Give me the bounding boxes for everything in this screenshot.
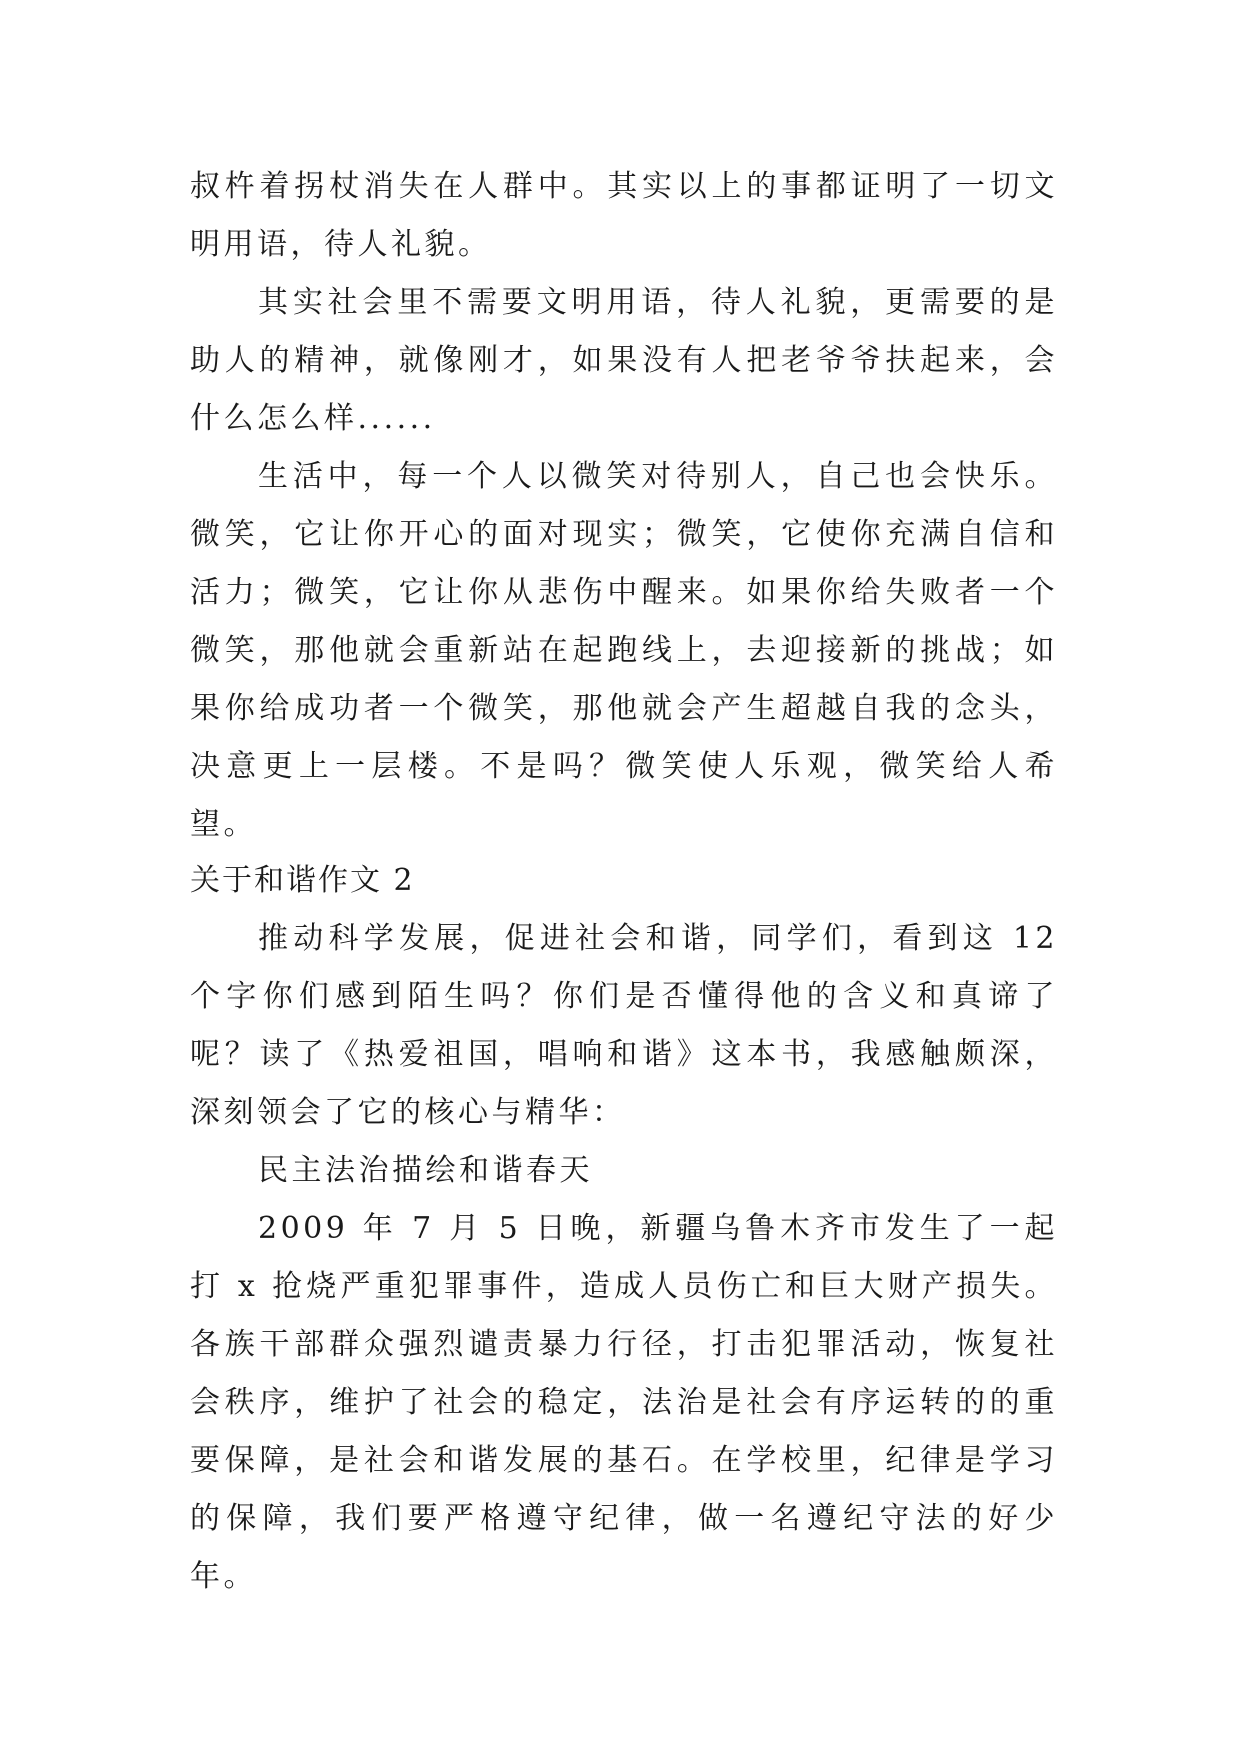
subheading-democracy-rule-of-law: 民主法治描绘和谐春天 <box>258 1153 593 1188</box>
paragraph-smile: 生活中，每一个人以微笑对待别人，自己也会快乐。微笑，它让你开心的面对现实；微笑，它使你充满自信和活力；微笑，它让你从悲伤中醒来。如果你给失败者一个微笑，那他就会重新站在起跑线上，去迎接新的挑战；如果你给成功者一个微笑，那他就会产生超越自我的念头，决意更上一层楼。不是吗？微笑使人乐观，微笑给人希望。 <box>190 459 1058 842</box>
section-heading: 关于和谐作文 2 <box>190 863 415 898</box>
paragraph-urumqi-event: 2009 年 7 月 5 日晚，新疆乌鲁木齐市发生了一起打 x 抢烧严重犯罪事件，造成人员伤亡和巨大财产损失。各族干部群众强烈谴责暴力行径，打击犯罪活动，恢复社会秩序，维护了社会的稳定，法治是社会有序运转的的重要保障，是社会和谐发展的基石。在学校里，纪律是学习的保障，我们要严格遵守纪律，做一名遵纪守法的好少年。 <box>190 1211 1058 1594</box>
paragraph-mutual-aid: 其实社会里不需要文明用语，待人礼貌，更需要的是助人的精神，就像刚才，如果没有人把老爷爷扶起来，会什么怎么样...... <box>190 285 1058 436</box>
paragraph-continuation: 叔杵着拐杖消失在人群中。其实以上的事都证明了一切文明用语，待人礼貌。 <box>190 169 1058 262</box>
paragraph-science-harmony: 推动科学发展，促进社会和谐，同学们，看到这 12 个字你们感到陌生吗？你们是否懂得他的含义和真谛了呢？读了《热爱祖国，唱响和谐》这本书，我感触颇深，深刻领会了它的核心与精华： <box>190 921 1058 1130</box>
